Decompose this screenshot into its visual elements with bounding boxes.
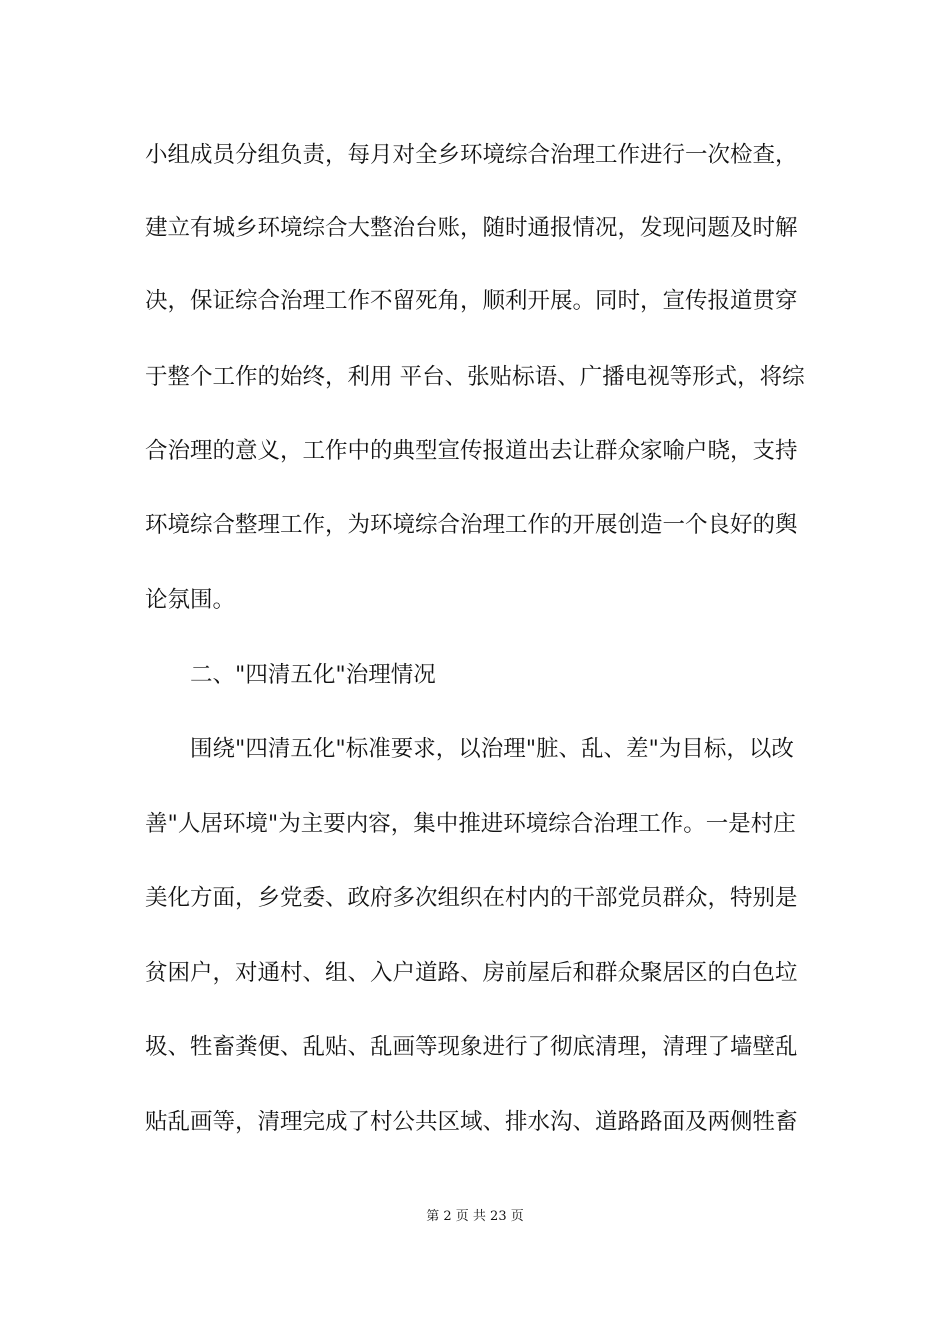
- page-number-footer: 第 2 页 共 23 页: [426, 1209, 524, 1224]
- text-line: 建立有城乡环境综合大整治台账，随时通报情况，发现问题及时解: [145, 215, 798, 241]
- text-line: 围绕"四清五化"标准要求，以治理"脏、乱、差"为目标，以改: [190, 736, 794, 762]
- text-line: 于整个工作的始终，利用 平台、张贴标语、广播电视等形式，将综: [145, 364, 805, 390]
- text-line: 圾、牲畜粪便、乱贴、乱画等现象进行了彻底清理，清理了墙壁乱: [145, 1034, 798, 1060]
- section-heading: 二、"四清五化"治理情况: [190, 662, 436, 688]
- text-line: 贴乱画等，清理完成了村公共区域、排水沟、道路路面及两侧牲畜: [145, 1109, 798, 1135]
- text-line: 环境综合整理工作，为环境综合治理工作的开展创造一个良好的舆: [145, 512, 798, 538]
- text-line: 美化方面，乡党委、政府多次组织在村内的干部党员群众，特别是: [145, 885, 798, 911]
- text-line: 善"人居环境"为主要内容，集中推进环境综合治理工作。一是村庄: [145, 811, 796, 837]
- text-line: 论氛围。: [145, 587, 236, 613]
- text-line: 合治理的意义，工作中的典型宣传报道出去让群众家喻户晓，支持: [145, 438, 798, 464]
- text-line: 小组成员分组负责，每月对全乡环境综合治理工作进行一次检查，: [145, 142, 798, 168]
- text-line: 决，保证综合治理工作不留死角，顺利开展。同时，宣传报道贯穿: [145, 288, 798, 314]
- text-line: 贫困户，对通村、组、入户道路、房前屋后和群众聚居区的白色垃: [145, 960, 798, 986]
